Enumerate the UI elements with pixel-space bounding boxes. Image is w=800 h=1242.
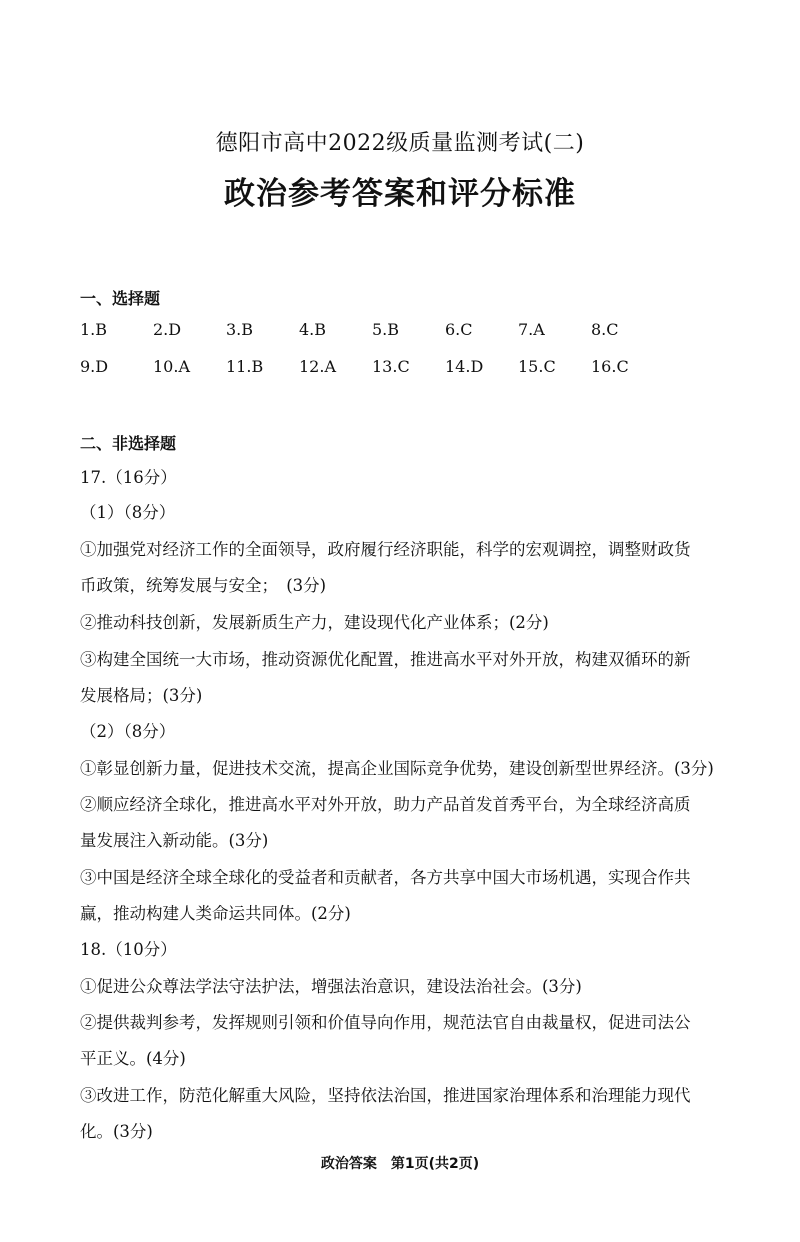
answer-text-line: ①彰显创新力量，促进技术交流，提高企业国际竞争优势，建设创新型世界经济。(3分) bbox=[80, 759, 714, 778]
answer-item: 7.A bbox=[518, 320, 545, 339]
document-subtitle: 政治参考答案和评分标准 bbox=[224, 176, 576, 212]
question-17-heading: 17.（16分） bbox=[80, 468, 177, 487]
answer-text-line: ②顺应经济全球化，推进高水平对外开放，助力产品首发首秀平台，为全球经济高质 bbox=[80, 795, 691, 814]
answer-text-line: ①促进公众尊法学法守法护法，增强法治意识，建设法治社会。(3分) bbox=[80, 977, 582, 996]
answer-item: 15.C bbox=[518, 357, 556, 376]
exam-title: 德阳市高中2022级质量监测考试(二) bbox=[215, 131, 585, 156]
answer-text-line: ③构建全国统一大市场，推动资源优化配置，推进高水平对外开放，构建双循环的新 bbox=[80, 650, 691, 669]
answer-item: 12.A bbox=[299, 357, 336, 376]
answer-item: 9.D bbox=[80, 357, 109, 376]
answer-text-line: ③改进工作，防范化解重大风险，坚持依法治国，推进国家治理体系和治理能力现代 bbox=[80, 1086, 691, 1105]
answer-item: 11.B bbox=[226, 357, 264, 376]
answer-text-line: 化。(3分) bbox=[80, 1122, 153, 1141]
answer-text-line: ②提供裁判参考，发挥规则引领和价值导向作用，规范法官自由裁量权，促进司法公 bbox=[80, 1013, 691, 1032]
answer-text-line: 币政策，统筹发展与安全； (3分) bbox=[80, 576, 327, 595]
answer-text-line: ③中国是经济全球全球化的受益者和贡献者，各方共享中国大市场机遇，实现合作共 bbox=[80, 868, 691, 887]
section-non-choice-heading: 二、非选择题 bbox=[80, 434, 177, 453]
answer-item: 1.B bbox=[80, 320, 108, 339]
answer-text-line: ①加强党对经济工作的全面领导，政府履行经济职能，科学的宏观调控，调整财政货 bbox=[80, 540, 691, 559]
answer-item: 6.C bbox=[445, 320, 473, 339]
answer-item: 13.C bbox=[372, 357, 410, 376]
answer-text-line: 平正义。(4分) bbox=[80, 1049, 186, 1068]
answer-item: 2.D bbox=[153, 320, 182, 339]
answer-item: 16.C bbox=[591, 357, 629, 376]
answer-item: 3.B bbox=[226, 320, 254, 339]
answer-item: 4.B bbox=[299, 320, 327, 339]
question-17-part-2-heading: （2）（8分） bbox=[80, 722, 176, 741]
page-footer: 政治答案 第1页(共2页) bbox=[320, 1156, 480, 1172]
answer-item: 8.C bbox=[591, 320, 619, 339]
question-18-heading: 18.（10分） bbox=[80, 940, 177, 959]
answer-text-line: 赢，推动构建人类命运共同体。(2分) bbox=[80, 904, 351, 923]
section-multiple-choice-heading: 一、选择题 bbox=[80, 289, 161, 308]
answer-row-1 bbox=[80, 320, 700, 344]
answer-text-line: 量发展注入新动能。(3分) bbox=[80, 831, 269, 850]
answer-item: 14.D bbox=[445, 357, 484, 376]
question-17-part-1-heading: （1）（8分） bbox=[80, 503, 176, 522]
answer-item: 10.A bbox=[153, 357, 190, 376]
answer-item: 5.B bbox=[372, 320, 400, 339]
answer-text-line: 发展格局；(3分) bbox=[80, 686, 203, 705]
answer-row-2 bbox=[80, 357, 700, 381]
answer-text-line: ②推动科技创新，发展新质生产力，建设现代化产业体系；(2分) bbox=[80, 613, 549, 632]
